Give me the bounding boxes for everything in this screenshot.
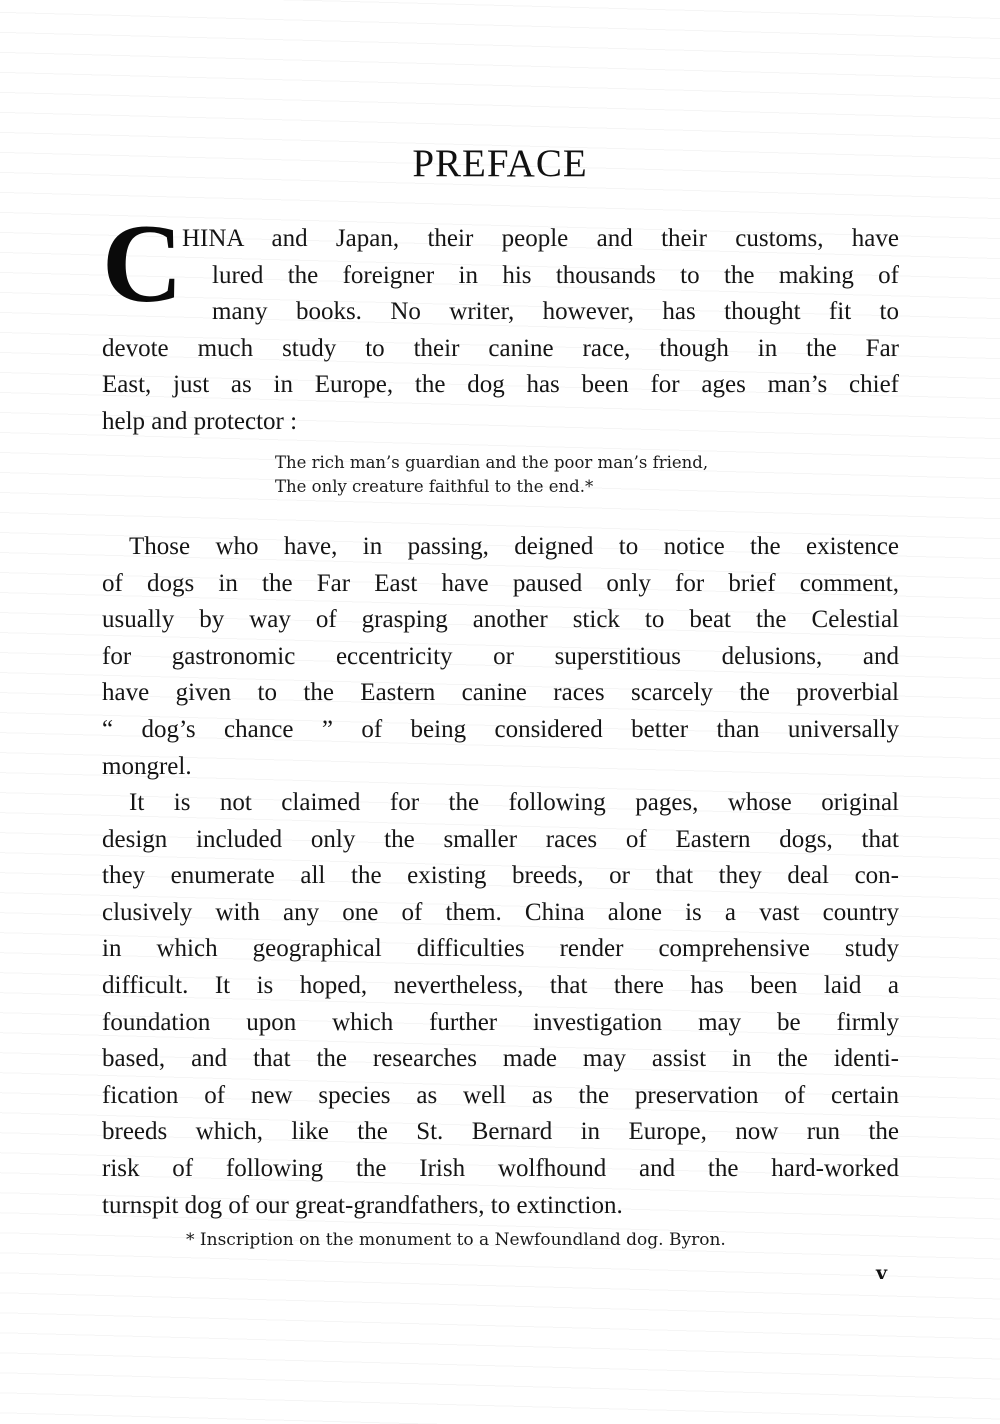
text-line: turnspit dog of our great-grandfathers, to extinction.	[102, 1191, 623, 1219]
text-line: difficult. It is hoped, nevertheless, that there has been laid a	[102, 971, 899, 999]
quote-line: The only creature faithful to the end.*	[275, 477, 594, 496]
paragraph-notice	[102, 529, 899, 785]
verse-quote	[275, 451, 708, 499]
text-line: they enumerate all the existing breeds, or that they deal con-	[102, 862, 899, 890]
text-line: Those who have, in passing, deigned to notice the existence	[129, 533, 899, 560]
paragraph-claims	[102, 785, 899, 1224]
drop-cap: C	[102, 202, 183, 326]
text-line: foundation upon which further investigation may be firmly	[102, 1008, 899, 1036]
text-line: “ dog’s chance ” of being considered better than universally	[102, 715, 899, 743]
text-line: breeds which, like the St. Bernard in Europe, now run the	[102, 1118, 899, 1146]
text-line: usually by way of grasping another stick to beat the Celestial	[102, 606, 899, 634]
paragraph-intro	[102, 221, 899, 441]
text-line: East, just as in Europe, the dog has been for ages man’s chief	[102, 371, 899, 399]
page-title: PREFACE	[412, 142, 588, 185]
text-line: many books. No writer, however, has thought fit to	[212, 298, 899, 326]
footnote: * Inscription on the monument to a Newfoundland dog. Byron.	[186, 1230, 726, 1250]
text-line: in which geographical difficulties render comprehensive study	[102, 935, 899, 963]
quote-line: The rich man’s guardian and the poor man’s friend,	[275, 453, 709, 472]
text-line: It is not claimed for the following pages, whose original	[129, 789, 899, 816]
text-line: risk of following the Irish wolfhound and the hard-worked	[102, 1154, 899, 1182]
text-line: clusively with any one of them. China alone is a vast country	[102, 898, 899, 926]
text-line: based, and that the researches made may assist in the identi-	[102, 1045, 899, 1073]
text-line: have given to the Eastern canine races scarcely the proverbial	[102, 679, 899, 707]
text-line: for gastronomic eccentricity or superstitious delusions, and	[102, 642, 899, 670]
text-line: of dogs in the Far East have paused only for brief comment,	[102, 569, 899, 597]
text-line: mongrel.	[102, 752, 192, 780]
text-line: devote much study to their canine race, though in the Far	[102, 334, 899, 362]
text-line: HINA and Japan, their people and their customs, have	[182, 225, 899, 252]
text-line: lured the foreigner in his thousands to the making of	[212, 261, 899, 289]
text-line: fication of new species as well as the preservation of certain	[102, 1081, 899, 1109]
text-line: help and protector :	[102, 407, 298, 435]
text-line: design included only the smaller races of Eastern dogs, that	[102, 825, 899, 853]
page-number: v	[876, 1262, 888, 1284]
